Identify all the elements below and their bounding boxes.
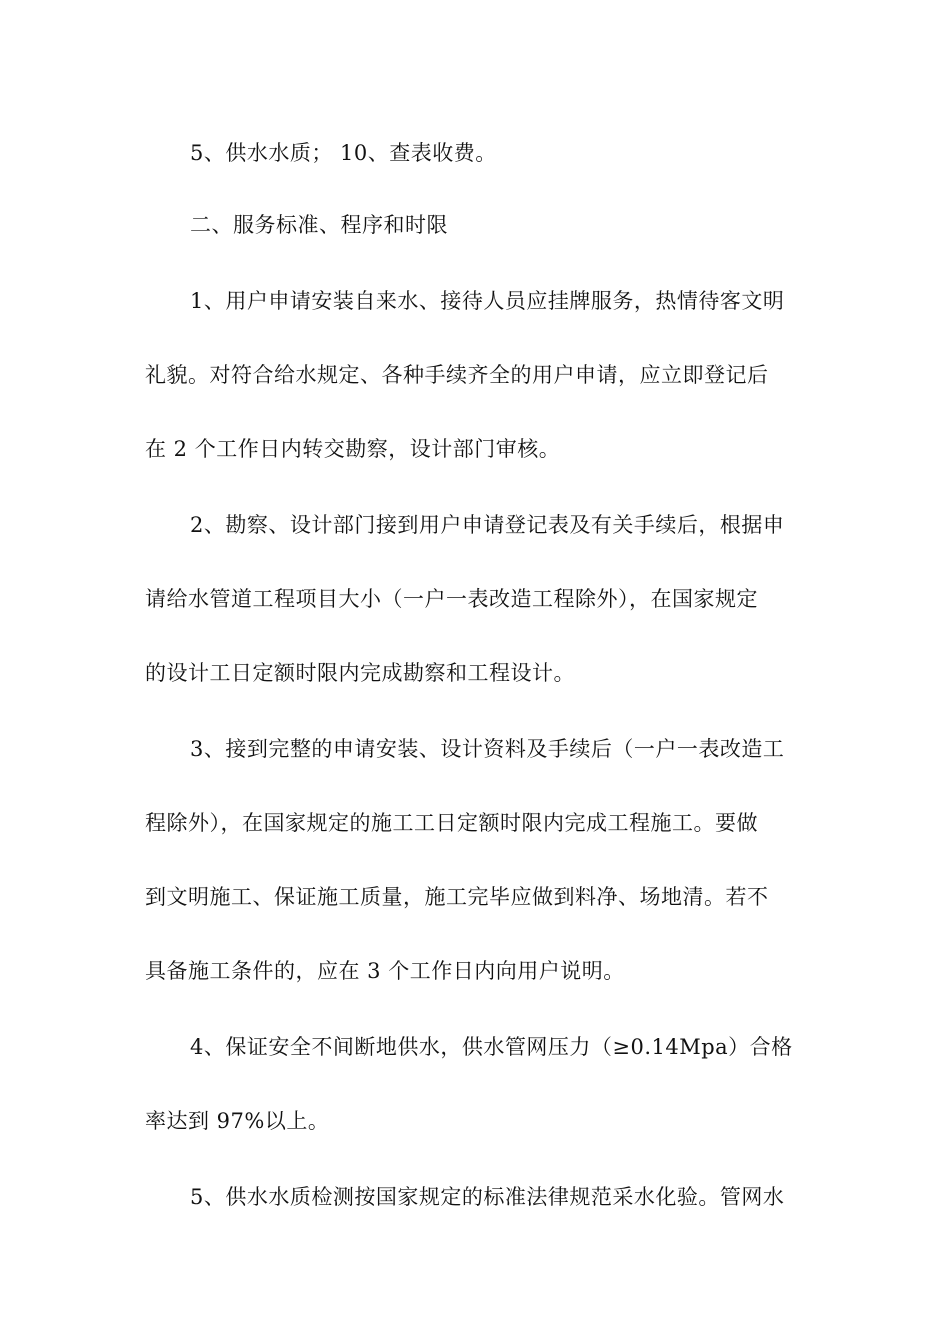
text-line-3: 1、用户申请安装自来水、接待人员应挂牌服务，热情待客文明 — [190, 289, 785, 313]
section-heading: 二、服务标准、程序和时限 — [190, 213, 448, 237]
text-line-9: 3、接到完整的申请安装、设计资料及手续后（一户一表改造工 — [190, 737, 785, 761]
text-line-15: 5、供水水质检测按国家规定的标准法律规范采水化验。管网水 — [190, 1185, 785, 1209]
text-line-14: 率达到 97%以上。 — [145, 1109, 330, 1133]
text-line-4: 礼貌。对符合给水规定、各种手续齐全的用户申请，应立即登记后 — [145, 363, 769, 387]
text-line-6: 2、勘察、设计部门接到用户申请登记表及有关手续后，根据申 — [190, 513, 785, 537]
text-line-11: 到文明施工、保证施工质量，施工完毕应做到料净、场地清。若不 — [145, 885, 769, 909]
text-line-7: 请给水管道工程项目大小（一户一表改造工程除外），在国家规定 — [145, 587, 758, 611]
text-line-5: 在 2 个工作日内转交勘察，设计部门审核。 — [145, 437, 561, 461]
text-line-12: 具备施工条件的，应在 3 个工作日内向用户说明。 — [145, 959, 625, 983]
text-line-1: 5、供水水质； 10、查表收费。 — [190, 141, 497, 165]
text-line-13: 4、保证安全不间断地供水，供水管网压力（≥0.14Mpa）合格 — [190, 1035, 793, 1059]
text-line-8: 的设计工日定额时限内完成勘察和工程设计。 — [145, 661, 575, 685]
text-line-10: 程除外），在国家规定的施工工日定额时限内完成工程施工。要做 — [145, 811, 758, 835]
